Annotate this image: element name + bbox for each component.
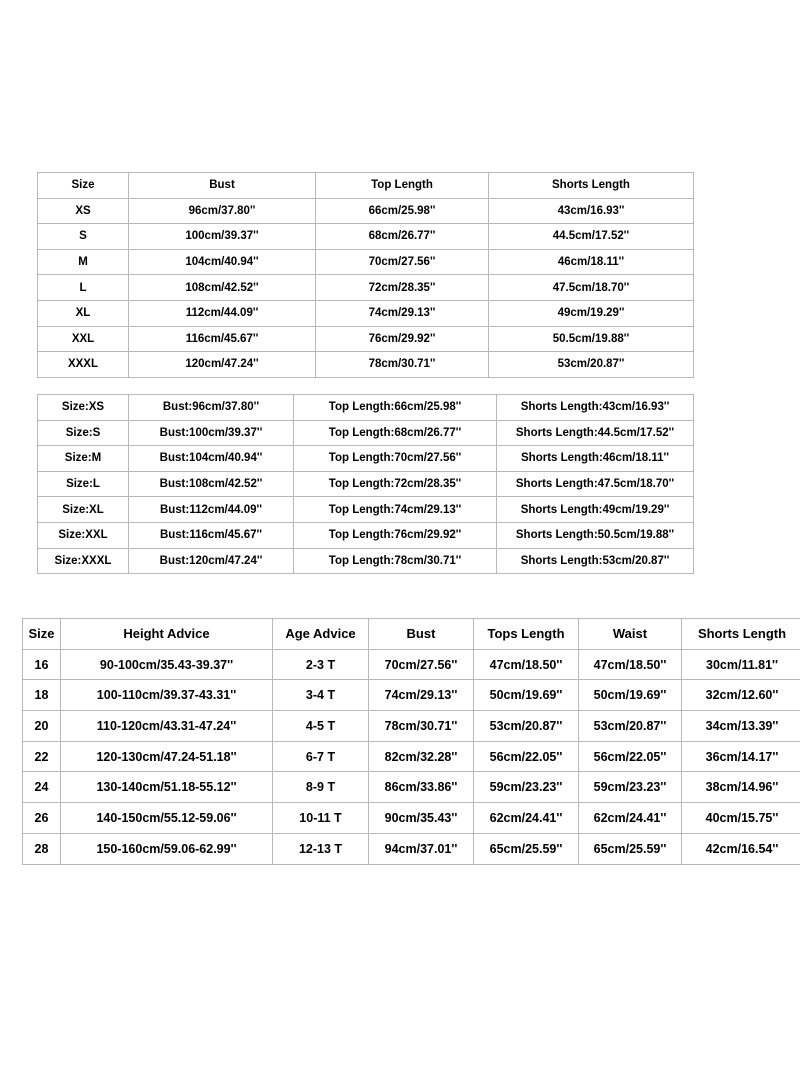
table-cell: 70cm/27.56'' bbox=[369, 649, 474, 680]
header-cell: Age Advice bbox=[273, 619, 369, 650]
table-cell: Size:XL bbox=[38, 497, 129, 523]
table-cell: Bust:108cm/42.52'' bbox=[129, 471, 294, 497]
table-cell: 70cm/27.56'' bbox=[316, 249, 489, 275]
table-cell: 44.5cm/17.52'' bbox=[489, 224, 694, 250]
table-row bbox=[23, 803, 800, 834]
table-cell: Size:XS bbox=[38, 395, 129, 421]
table-cell: 42cm/16.54'' bbox=[682, 833, 800, 864]
table-cell: XXXL bbox=[38, 352, 129, 378]
header-cell: Size bbox=[23, 619, 61, 650]
table-cell: L bbox=[38, 275, 129, 301]
table-row bbox=[38, 326, 694, 352]
table-row bbox=[38, 395, 694, 421]
table-cell: 53cm/20.87'' bbox=[474, 711, 579, 742]
table-cell: 66cm/25.98'' bbox=[316, 198, 489, 224]
table-cell: S bbox=[38, 224, 129, 250]
table-cell: 20 bbox=[23, 711, 61, 742]
table-cell: 49cm/19.29'' bbox=[489, 300, 694, 326]
size-chart-table-labeled bbox=[37, 394, 694, 574]
table-row bbox=[38, 224, 694, 250]
table-cell: 34cm/13.39'' bbox=[682, 711, 800, 742]
table-cell: 72cm/28.35'' bbox=[316, 275, 489, 301]
table-cell: 3-4 T bbox=[273, 680, 369, 711]
table-cell: M bbox=[38, 249, 129, 275]
table-cell: Shorts Length:53cm/20.87'' bbox=[497, 548, 694, 574]
table-cell: 40cm/15.75'' bbox=[682, 803, 800, 834]
table-cell: 30cm/11.81'' bbox=[682, 649, 800, 680]
table-cell: XXL bbox=[38, 326, 129, 352]
table-cell: 4-5 T bbox=[273, 711, 369, 742]
table-cell: Bust:100cm/39.37'' bbox=[129, 420, 294, 446]
table-cell: 78cm/30.71'' bbox=[316, 352, 489, 378]
table-cell: 32cm/12.60'' bbox=[682, 680, 800, 711]
header-cell: Bust bbox=[369, 619, 474, 650]
table-cell: 65cm/25.59'' bbox=[474, 833, 579, 864]
header-cell: Height Advice bbox=[61, 619, 273, 650]
table-row bbox=[38, 446, 694, 472]
table-cell: 12-13 T bbox=[273, 833, 369, 864]
table-cell: 62cm/24.41'' bbox=[579, 803, 682, 834]
table-cell: 120-130cm/47.24-51.18'' bbox=[61, 741, 273, 772]
table-cell: 2-3 T bbox=[273, 649, 369, 680]
table-cell: Top Length:78cm/30.71'' bbox=[294, 548, 497, 574]
table-cell: 47cm/18.50'' bbox=[474, 649, 579, 680]
table-cell: Shorts Length:43cm/16.93'' bbox=[497, 395, 694, 421]
table-row bbox=[38, 198, 694, 224]
table-row bbox=[38, 497, 694, 523]
table-cell: 24 bbox=[23, 772, 61, 803]
table-row bbox=[38, 522, 694, 548]
table-row bbox=[23, 711, 800, 742]
table-row bbox=[23, 680, 800, 711]
table-cell: 86cm/33.86'' bbox=[369, 772, 474, 803]
table-cell: Bust:104cm/40.94'' bbox=[129, 446, 294, 472]
table-cell: 47cm/18.50'' bbox=[579, 649, 682, 680]
header-cell: Shorts Length bbox=[682, 619, 800, 650]
table-row bbox=[38, 548, 694, 574]
table-cell: Shorts Length:46cm/18.11'' bbox=[497, 446, 694, 472]
table-row bbox=[38, 275, 694, 301]
table-cell: 110-120cm/43.31-47.24'' bbox=[61, 711, 273, 742]
table-cell: 112cm/44.09'' bbox=[129, 300, 316, 326]
table-cell: 96cm/37.80'' bbox=[129, 198, 316, 224]
table-row bbox=[23, 833, 800, 864]
header-cell: Waist bbox=[579, 619, 682, 650]
table-cell: 94cm/37.01'' bbox=[369, 833, 474, 864]
table-cell: 140-150cm/55.12-59.06'' bbox=[61, 803, 273, 834]
table-cell: 50cm/19.69'' bbox=[579, 680, 682, 711]
header-cell: Bust bbox=[129, 173, 316, 199]
table-cell: Bust:116cm/45.67'' bbox=[129, 522, 294, 548]
table-cell: Size:S bbox=[38, 420, 129, 446]
table-cell: 74cm/29.13'' bbox=[316, 300, 489, 326]
header-cell: Tops Length bbox=[474, 619, 579, 650]
table-cell: 26 bbox=[23, 803, 61, 834]
table-cell: Shorts Length:49cm/19.29'' bbox=[497, 497, 694, 523]
table-cell: 59cm/23.23'' bbox=[474, 772, 579, 803]
table-cell: Top Length:74cm/29.13'' bbox=[294, 497, 497, 523]
table-cell: 120cm/47.24'' bbox=[129, 352, 316, 378]
table-cell: 150-160cm/59.06-62.99'' bbox=[61, 833, 273, 864]
table-cell: 6-7 T bbox=[273, 741, 369, 772]
table-row bbox=[23, 741, 800, 772]
table-row bbox=[38, 420, 694, 446]
table-row bbox=[38, 300, 694, 326]
table-cell: 78cm/30.71'' bbox=[369, 711, 474, 742]
table-cell: 56cm/22.05'' bbox=[579, 741, 682, 772]
table-cell: 116cm/45.67'' bbox=[129, 326, 316, 352]
table-header-row bbox=[38, 173, 694, 199]
size-chart-table-kids bbox=[22, 618, 800, 865]
table-cell: Bust:112cm/44.09'' bbox=[129, 497, 294, 523]
header-cell: Top Length bbox=[316, 173, 489, 199]
size-chart-table-adult bbox=[37, 172, 694, 378]
table-cell: Size:XXL bbox=[38, 522, 129, 548]
table-cell: 50.5cm/19.88'' bbox=[489, 326, 694, 352]
table-cell: 68cm/26.77'' bbox=[316, 224, 489, 250]
table-cell: Top Length:72cm/28.35'' bbox=[294, 471, 497, 497]
table-cell: XL bbox=[38, 300, 129, 326]
table-cell: Size:M bbox=[38, 446, 129, 472]
table-cell: Bust:96cm/37.80'' bbox=[129, 395, 294, 421]
table-cell: 90cm/35.43'' bbox=[369, 803, 474, 834]
table-cell: 8-9 T bbox=[273, 772, 369, 803]
table-cell: Top Length:70cm/27.56'' bbox=[294, 446, 497, 472]
table-cell: Top Length:66cm/25.98'' bbox=[294, 395, 497, 421]
table-cell: Shorts Length:44.5cm/17.52'' bbox=[497, 420, 694, 446]
table-cell: 47.5cm/18.70'' bbox=[489, 275, 694, 301]
table-cell: 10-11 T bbox=[273, 803, 369, 834]
table-cell: Top Length:68cm/26.77'' bbox=[294, 420, 497, 446]
table-cell: 53cm/20.87'' bbox=[579, 711, 682, 742]
table-cell: 76cm/29.92'' bbox=[316, 326, 489, 352]
table-cell: Shorts Length:47.5cm/18.70'' bbox=[497, 471, 694, 497]
table-cell: 74cm/29.13'' bbox=[369, 680, 474, 711]
table-cell: 38cm/14.96'' bbox=[682, 772, 800, 803]
table-cell: 65cm/25.59'' bbox=[579, 833, 682, 864]
table-cell: Size:L bbox=[38, 471, 129, 497]
header-cell: Shorts Length bbox=[489, 173, 694, 199]
table-cell: 36cm/14.17'' bbox=[682, 741, 800, 772]
table-cell: 104cm/40.94'' bbox=[129, 249, 316, 275]
header-cell: Size bbox=[38, 173, 129, 199]
table-row bbox=[38, 471, 694, 497]
table-cell: 53cm/20.87'' bbox=[489, 352, 694, 378]
table-row bbox=[23, 649, 800, 680]
table-cell: 130-140cm/51.18-55.12'' bbox=[61, 772, 273, 803]
table-row bbox=[38, 352, 694, 378]
table-cell: 100-110cm/39.37-43.31'' bbox=[61, 680, 273, 711]
table-cell: 22 bbox=[23, 741, 61, 772]
table-cell: 100cm/39.37'' bbox=[129, 224, 316, 250]
table-cell: 56cm/22.05'' bbox=[474, 741, 579, 772]
table-cell: 82cm/32.28'' bbox=[369, 741, 474, 772]
table-cell: 28 bbox=[23, 833, 61, 864]
table-cell: Top Length:76cm/29.92'' bbox=[294, 522, 497, 548]
table-cell: Bust:120cm/47.24'' bbox=[129, 548, 294, 574]
table-cell: 43cm/16.93'' bbox=[489, 198, 694, 224]
table-cell: 90-100cm/35.43-39.37'' bbox=[61, 649, 273, 680]
table-cell: 16 bbox=[23, 649, 61, 680]
table-cell: 108cm/42.52'' bbox=[129, 275, 316, 301]
table-cell: 50cm/19.69'' bbox=[474, 680, 579, 711]
table-row bbox=[38, 249, 694, 275]
table-cell: 59cm/23.23'' bbox=[579, 772, 682, 803]
table-cell: 18 bbox=[23, 680, 61, 711]
table-cell: Size:XXXL bbox=[38, 548, 129, 574]
table-cell: 46cm/18.11'' bbox=[489, 249, 694, 275]
table-row bbox=[23, 772, 800, 803]
table-cell: Shorts Length:50.5cm/19.88'' bbox=[497, 522, 694, 548]
table-header-row bbox=[23, 619, 800, 650]
table-cell: XS bbox=[38, 198, 129, 224]
table-cell: 62cm/24.41'' bbox=[474, 803, 579, 834]
